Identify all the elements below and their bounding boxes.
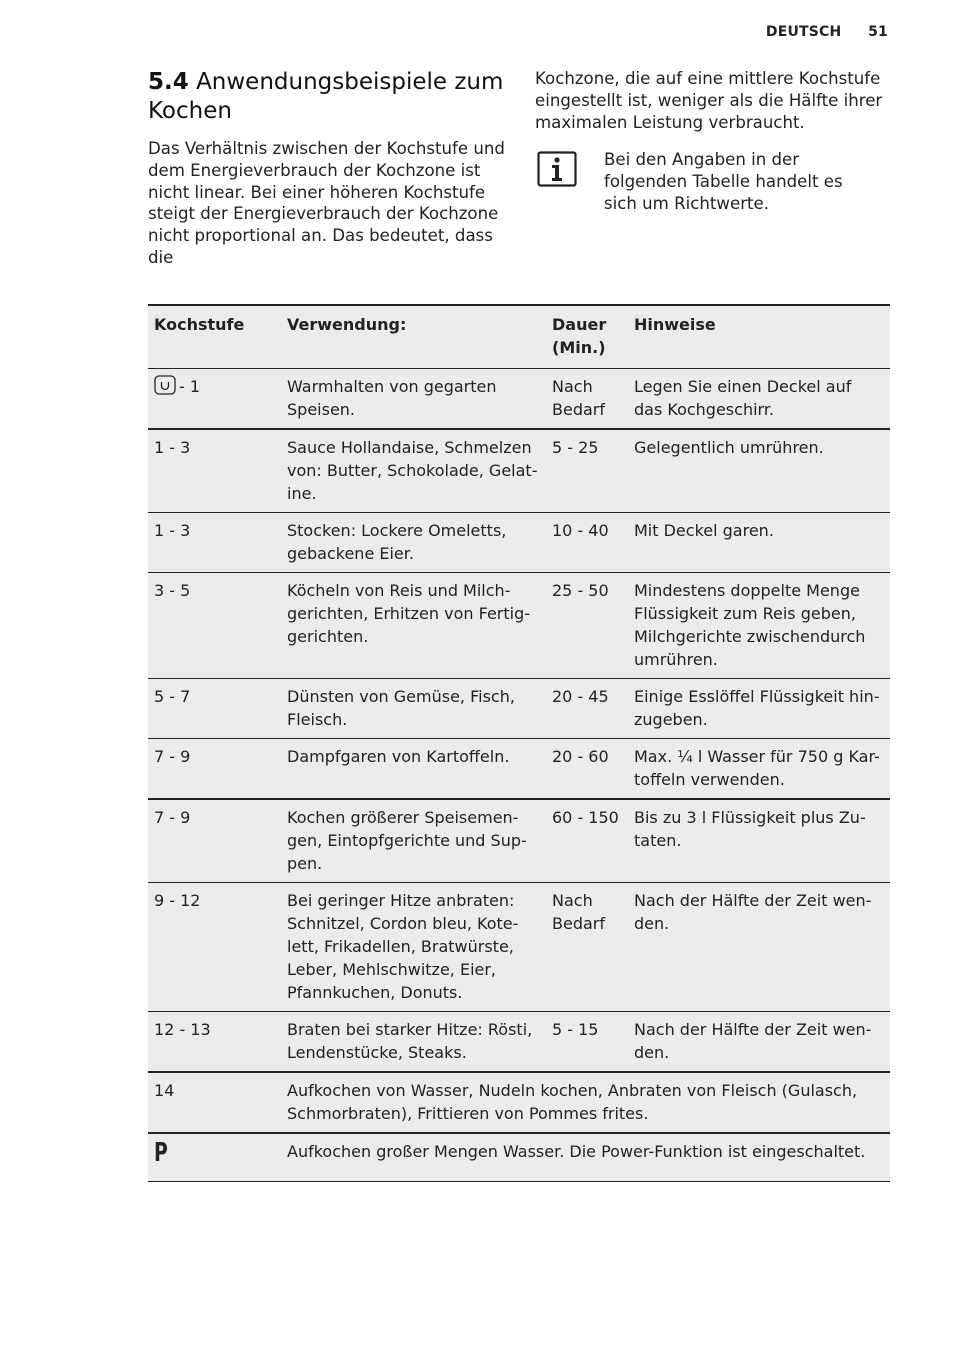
- cell-verwendung: Kochen größerer Speisemen-gen, Eintopfgerichte und Sup-pen.: [281, 799, 546, 883]
- cell-dauer: 5 - 15: [546, 1012, 628, 1073]
- cell-dauer: 60 - 150: [546, 799, 628, 883]
- cell-verwendung: Dampfgaren von Kartoffeln.: [281, 739, 546, 800]
- section-number: 5.4: [148, 69, 189, 95]
- info-icon: [537, 151, 577, 187]
- cell-kochstufe: 14: [148, 1072, 281, 1133]
- table-header-row: [148, 305, 890, 369]
- section-title: [148, 68, 510, 126]
- intro-paragraph-left: Das Verhältnis zwischen der Kochstufe und dem Energieverbrauch der Kochzone ist nicht linear. Bei einer höheren Kochstufe steigt der Energieverbrauch der Kochzone nicht proportional an. Das bedeutet, dass die: [148, 139, 505, 267]
- col-header-kochstufe: Kochstufe: [148, 305, 281, 369]
- header-language: DEUTSCH: [765, 24, 842, 40]
- cell-verwendung: Bei geringer Hitze anbraten: Schnitzel, Cordon bleu, Kote-lett, Frikadellen, Bratwürste, Leber, Mehlschwitze, Eier, Pfannkuchen, Donuts.: [281, 883, 546, 1012]
- cell-verwendung: Dünsten von Gemüse, Fisch, Fleisch.: [281, 679, 546, 739]
- left-column: [148, 68, 510, 269]
- cell-verwendung: Aufkochen von Wasser, Nudeln kochen, Anbraten von Fleisch (Gulasch, Schmorbraten), Frittieren von Pommes frites.: [281, 1072, 890, 1133]
- cell-hinweise: Legen Sie einen Deckel auf das Kochgeschirr.: [628, 369, 890, 430]
- cell-hinweise: Gelegentlich umrühren.: [628, 429, 890, 513]
- cell-dauer: 20 - 45: [546, 679, 628, 739]
- cell-hinweise: Nach der Hälfte der Zeit wen-den.: [628, 883, 890, 1012]
- page-header: [766, 24, 888, 40]
- cell-verwendung: Braten bei starker Hitze: Rösti, Lendenstücke, Steaks.: [281, 1012, 546, 1073]
- intro-paragraph-right: Kochzone, die auf eine mittlere Kochstufe eingestellt ist, weniger als die Hälfte ihrer maximalen Leistung verbraucht.: [535, 69, 883, 132]
- keep-warm-icon: [154, 375, 176, 395]
- col-header-dauer: Dauer (Min.): [546, 305, 628, 369]
- cell-kochstufe: [148, 1133, 281, 1182]
- table-row: [148, 369, 890, 430]
- table-row: [148, 1012, 890, 1073]
- cell-dauer: 10 - 40: [546, 513, 628, 573]
- cell-verwendung: Stocken: Lockere Omeletts, gebackene Eier.: [281, 513, 546, 573]
- section-title-text: Anwendungsbeispiele zum Kochen: [148, 69, 504, 124]
- cell-kochstufe: [148, 369, 281, 430]
- table-row: [148, 679, 890, 739]
- cell-dauer: Nach Bedarf: [546, 883, 628, 1012]
- cell-hinweise: Mit Deckel garen.: [628, 513, 890, 573]
- cell-kochstufe: 12 - 13: [148, 1012, 281, 1073]
- cell-kochstufe: 7 - 9: [148, 739, 281, 800]
- table-row: [148, 429, 890, 513]
- table-row: [148, 883, 890, 1012]
- col-header-verwendung: Verwendung:: [281, 305, 546, 369]
- cell-hinweise: Nach der Hälfte der Zeit wen-den.: [628, 1012, 890, 1073]
- cell-kochstufe: 3 - 5: [148, 573, 281, 679]
- cell-verwendung: Aufkochen großer Mengen Wasser. Die Power-Funktion ist eingeschaltet.: [281, 1133, 890, 1182]
- cell-kochstufe: 7 - 9: [148, 799, 281, 883]
- info-note: [535, 149, 890, 219]
- table-row: [148, 573, 890, 679]
- cell-dauer: Nach Bedarf: [546, 369, 628, 430]
- cell-hinweise: Bis zu 3 l Flüssigkeit plus Zu-taten.: [628, 799, 890, 883]
- cell-kochstufe: 9 - 12: [148, 883, 281, 1012]
- cell-hinweise: Mindestens doppelte Menge Flüssigkeit zum Reis geben, Milchgerichte zwischendurch umrühren.: [628, 573, 890, 679]
- col-header-hinweise: Hinweise: [628, 305, 890, 369]
- table-row: [148, 513, 890, 573]
- cell-hinweise: Max. ¼ l Wasser für 750 g Kar-toffeln verwenden.: [628, 739, 890, 800]
- page-number: 51: [868, 24, 888, 40]
- cell-kochstufe: 5 - 7: [148, 679, 281, 739]
- cell-dauer: 20 - 60: [546, 739, 628, 800]
- kochstufe-value: - 1: [179, 377, 201, 396]
- table-row: [148, 1072, 890, 1133]
- cell-kochstufe: 1 - 3: [148, 513, 281, 573]
- cell-verwendung: Warmhalten von gegarten Speisen.: [281, 369, 546, 430]
- cell-dauer: 5 - 25: [546, 429, 628, 513]
- table-row: [148, 799, 890, 883]
- cell-verwendung: Sauce Hollandaise, Schmelzen von: Butter, Schokolade, Gelat-ine.: [281, 429, 546, 513]
- power-function-icon: P: [154, 1138, 168, 1168]
- cell-hinweise: Einige Esslöffel Flüssigkeit hin-zugeben.: [628, 679, 890, 739]
- cell-verwendung: Köcheln von Reis und Milch-gerichten, Erhitzen von Fertig-gerichten.: [281, 573, 546, 679]
- cell-dauer: 25 - 50: [546, 573, 628, 679]
- right-column: [535, 68, 890, 219]
- info-note-text: Bei den Angaben in der folgenden Tabelle handelt es sich um Richtwerte.: [604, 150, 843, 213]
- table-row: [148, 1133, 890, 1182]
- cooking-table: [148, 304, 890, 1182]
- table-row: [148, 739, 890, 800]
- cell-kochstufe: 1 - 3: [148, 429, 281, 513]
